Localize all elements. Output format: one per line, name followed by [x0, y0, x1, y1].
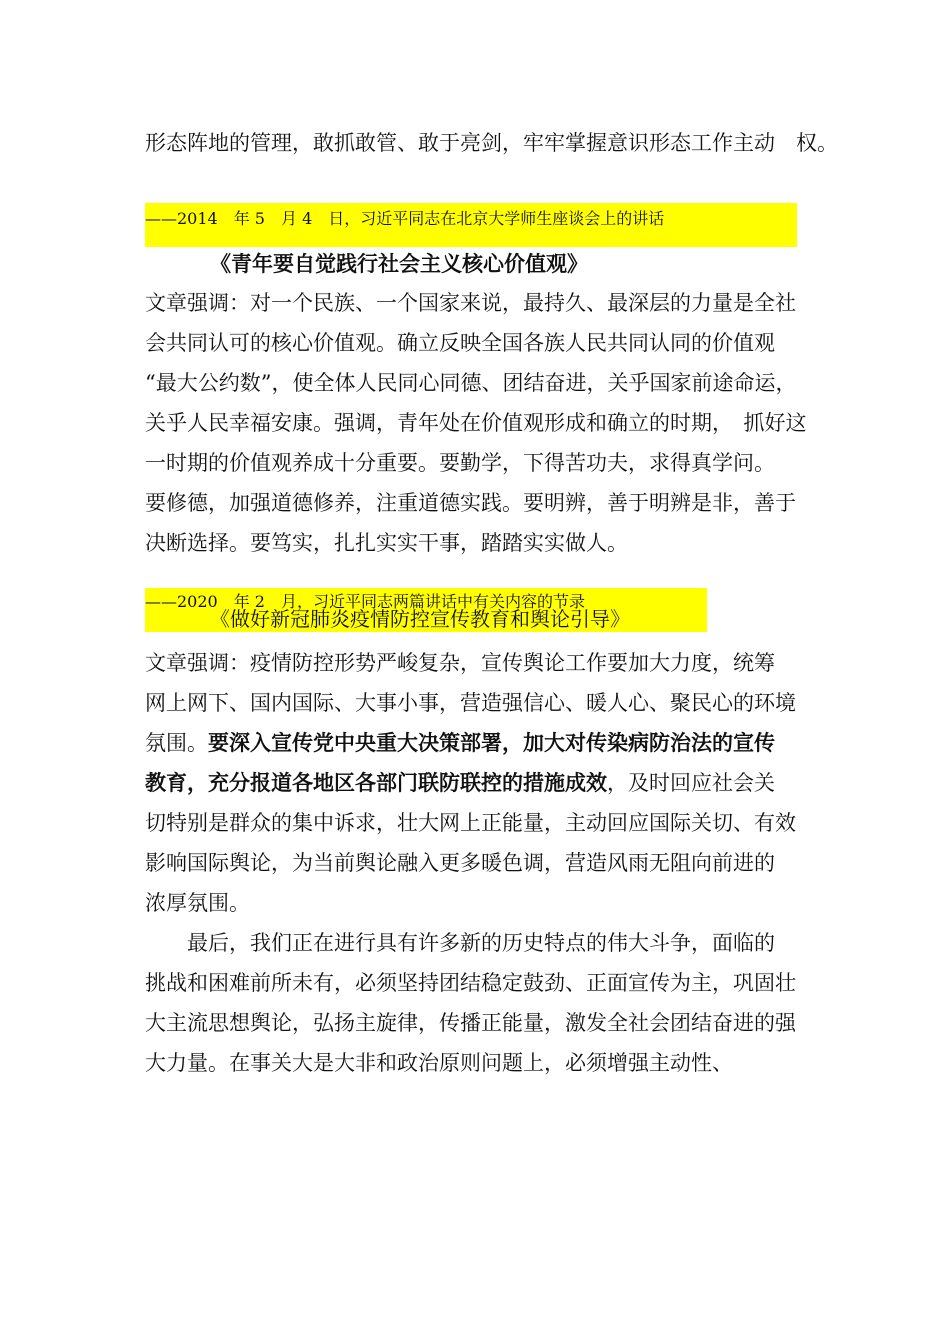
- paragraph-line: 文章强调：疫情防控形势严峻复杂，宣传舆论工作要加大力度，统筹: [145, 651, 775, 675]
- normal-text: 氛围。: [145, 731, 208, 755]
- attribution-2020: ——2020 年 2 月，习近平同志两篇讲话中有关内容的节录: [145, 592, 585, 611]
- paragraph-line: 大力量。在事关大是大非和政治原则问题上，必须增强主动性、: [145, 1051, 733, 1075]
- paragraph-line: 要修德，加强道德修养，注重道德实践。要明辨，善于明辨是非，善于: [145, 491, 796, 515]
- paragraph-line: 一时期的价值观养成十分重要。要勤学，下得苦功夫，求得真学问。: [145, 451, 775, 475]
- article-title-epidemic-publicity: 《做好新冠肺炎疫情防控宣传教育和舆论引导》: [210, 607, 630, 631]
- paragraph-line: 大主流思想舆论，弘扬主旋律，传播正能量，激发全社会团结奋进的强: [145, 1011, 796, 1035]
- paragraph-line: 切特别是群众的集中诉求，壮大网上正能量，主动回应国际关切、有效: [145, 811, 796, 835]
- paragraph-line: [145, 768, 775, 798]
- paragraph-line: 关乎人民幸福安康。强调，青年处在价值观形成和确立的时期， 抓好这: [145, 411, 807, 435]
- paragraph-line: 浓厚氛围。: [145, 891, 250, 915]
- bold-emphasis-text: 要深入宣传党中央重大决策部署，加大对传染病防治法的宣传: [208, 730, 775, 755]
- paragraph-line: 网上网下、国内国际、大事小事，营造强信心、暖人心、聚民心的环境: [145, 691, 796, 715]
- paragraph-line: 最后，我们正在进行具有许多新的历史特点的伟大斗争，面临的: [145, 931, 775, 955]
- paragraph-line: 挑战和困难前所未有，必须坚持团结稳定鼓劲、正面宣传为主，巩固壮: [145, 971, 796, 995]
- normal-text: ，及时回应社会关: [607, 771, 775, 795]
- paragraph-line: 形态阵地的管理，敢抓敢管、敢于亮剑，牢牢掌握意识形态工作主动 权。: [145, 131, 838, 155]
- article-title-youth-values: 《青年要自觉践行社会主义核心价值观》: [210, 251, 588, 276]
- attribution-2014: ——2014 年 5 月 4 日，习近平同志在北京大学师生座谈会上的讲话: [145, 209, 665, 228]
- bold-emphasis-text: 教育，充分报道各地区各部门联防联控的措施成效: [145, 770, 607, 795]
- paragraph-line: [145, 728, 775, 758]
- paragraph-line: 文章强调：对一个民族、一个国家来说，最持久、最深层的力量是全社: [145, 291, 796, 315]
- paragraph-line: 决断选择。要笃实，扎扎实实干事，踏踏实实做人。: [145, 531, 628, 555]
- paragraph-line: “最大公约数”，使全体人民同心同德、团结奋进，关乎国家前途命运，: [145, 371, 797, 395]
- paragraph-line: 影响国际舆论，为当前舆论融入更多暖色调，营造风雨无阻向前进的: [145, 851, 775, 875]
- paragraph-line: 会共同认可的核心价值观。确立反映全国各族人民共同认同的价值观: [145, 331, 775, 355]
